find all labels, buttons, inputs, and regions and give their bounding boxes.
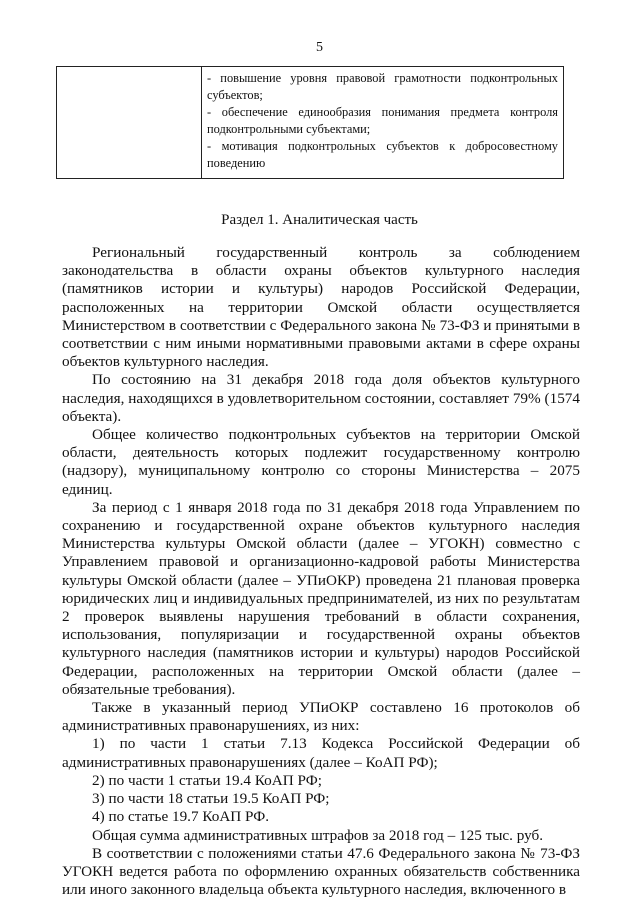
goal-bullet: - обеспечение единообразия понимания предмета контроля подконтрольными субъектами; [207,105,558,136]
goals-table-row [57,67,564,179]
paragraph-fines-total: Общая сумма административных штрафов за 2018 год – 125 тыс. руб. [92,826,544,844]
paragraph-obligations: В соответствии с положениями статьи 47.6 Федерального закона № 73-ФЗ УГОКН ведется работа по оформлению охранных обязательств собственника или иного законного владельца объекта культурного наследия, включенного в [62,844,580,899]
paragraph-inspections: За период с 1 января 2018 года по 31 декабря 2018 года Управлением по сохранению и государственной охране объектов культурного наследия Министерства культуры Омской области (далее – УГОКН) совместно с Управлением правовой и организационно-кадровой работы Министерства культуры Омской области (далее – УПиОКР) проведена 21 плановая проверка юридических лиц и индивидуальных предпринимателей, из них по результатам 2 проверок выявлены нарушения требований в области сохранения, использования, популяризации и государственной охраны объектов культурного наследия (памятников истории и культуры) народов Российской Федерации, расположенных на территории Омской области (далее – обязательные требования). [62,498,580,698]
paragraph-protocols: Также в указанный период УПиОКР составлено 16 протоколов об административных правонарушениях, из них: [62,699,580,735]
body-text [62,244,580,899]
page-number: 5 [316,40,323,55]
section-title: Раздел 1. Аналитическая часть [221,212,418,228]
goal-bullet: - мотивация подконтрольных субъектов к добросовестному поведению [207,139,558,170]
list-item-protocol-1: 1) по части 1 статьи 7.13 Кодекса Российской Федерации об административных правонарушениях (далее – КоАП РФ); [62,735,580,771]
paragraph-condition-share: По состоянию на 31 декабря 2018 года доля объектов культурного наследия, находящихся в удовлетворительном состоянии, составляет 79% (1574 объекта). [62,371,580,425]
paragraph-subjects-count: Общее количество подконтрольных субъектов на территории Омской области, деятельность которых подлежит государственному контролю (надзору), муниципальному контролю со стороны Министерства – 2075 единиц. [62,426,580,498]
goals-table [56,66,564,179]
list-item-protocol-3: 3) по части 18 статьи 19.5 КоАП РФ; [92,790,330,808]
list-item-protocol-2: 2) по части 1 статьи 19.4 КоАП РФ; [92,771,322,789]
goals-table-empty-cell [57,67,202,179]
goals-table-bullets-cell [202,67,564,179]
list-item-protocol-4: 4) по статье 19.7 КоАП РФ. [92,808,270,826]
goal-bullet: - повышение уровня правовой грамотности подконтрольных субъектов; [207,71,558,102]
paragraph-regional-control: Региональный государственный контроль за соблюдением законодательства в области охраны объектов культурного наследия (памятников истории и культуры) народов Российской Федерации, расположенных на территории Омской области осуществляется Министерством в соответствии с Федерального закона № 73-ФЗ и принятыми в соответствии с ним иными нормативными правовыми актами в сфере охраны объектов культурного наследия. [62,244,580,371]
